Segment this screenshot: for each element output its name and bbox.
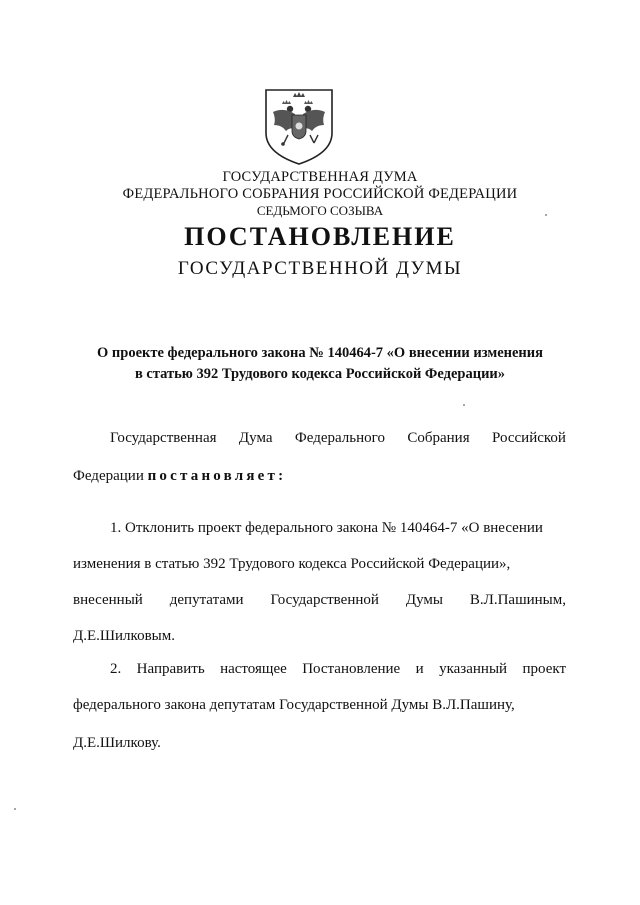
document-issuer: ГОСУДАРСТВЕННОЙ ДУМЫ	[177, 258, 463, 279]
preamble-line-1	[110, 428, 566, 448]
scan-speck	[14, 808, 16, 810]
subject-line-2: в статью 392 Трудового кодекса Российской Федерации»	[134, 366, 506, 382]
item1-word: В.Л.Пашиным,	[469, 592, 566, 608]
item1-word: Думы	[405, 592, 443, 608]
preamble-text: Федерации	[73, 468, 148, 484]
item1-line-3	[73, 590, 566, 610]
convocation-line: СЕДЬМОГО СОЗЫВА	[256, 203, 384, 218]
resolves-word: постановляет:	[147, 468, 287, 484]
item2-word: проект	[522, 661, 566, 677]
item2-line-1	[110, 659, 566, 679]
organization-line-1: ГОСУДАРСТВЕННАЯ ДУМА	[222, 169, 418, 185]
item2-line-3: Д.Е.Шилкову.	[73, 735, 161, 751]
item1-line-2: изменения в статью 392 Трудового кодекса Российской Федерации»,	[73, 556, 511, 572]
organization-line-2: ФЕДЕРАЛЬНОГО СОБРАНИЯ РОССИЙСКОЙ ФЕДЕРАЦИИ	[122, 186, 518, 202]
preamble-word: Государственная	[110, 430, 217, 446]
scan-speck	[463, 404, 465, 406]
item2-word: и	[415, 661, 424, 677]
item1-line-4: Д.Е.Шилковым.	[73, 628, 175, 644]
item2-line-2: федерального закона депутатам Государственной Думы В.Л.Пашину,	[73, 697, 515, 713]
item2-word: Постановление	[302, 661, 401, 677]
item1-word: Государственной	[270, 592, 379, 608]
preamble-word: Российской	[492, 430, 566, 446]
preamble-word: Дума	[238, 430, 273, 446]
document-type-title: ПОСТАНОВЛЕНИЕ	[184, 222, 456, 251]
item1-line-1: 1. Отклонить проект федерального закона № 140464-7 «О внесении	[110, 520, 543, 536]
item2-word: 2.	[110, 661, 122, 677]
item2-word: настоящее	[220, 661, 287, 677]
preamble-line-2	[73, 466, 566, 486]
russian-coat-of-arms-icon	[262, 87, 336, 167]
scan-speck	[545, 214, 547, 216]
preamble-word: Федерального	[294, 430, 385, 446]
preamble-word: Собрания	[407, 430, 470, 446]
item1-word: депутатами	[169, 592, 244, 608]
item2-word: указанный	[439, 661, 508, 677]
item2-word: Направить	[136, 661, 205, 677]
subject-line-1: О проекте федерального закона № 140464-7 «О внесении изменения	[97, 345, 543, 361]
item1-word: внесенный	[73, 592, 143, 608]
